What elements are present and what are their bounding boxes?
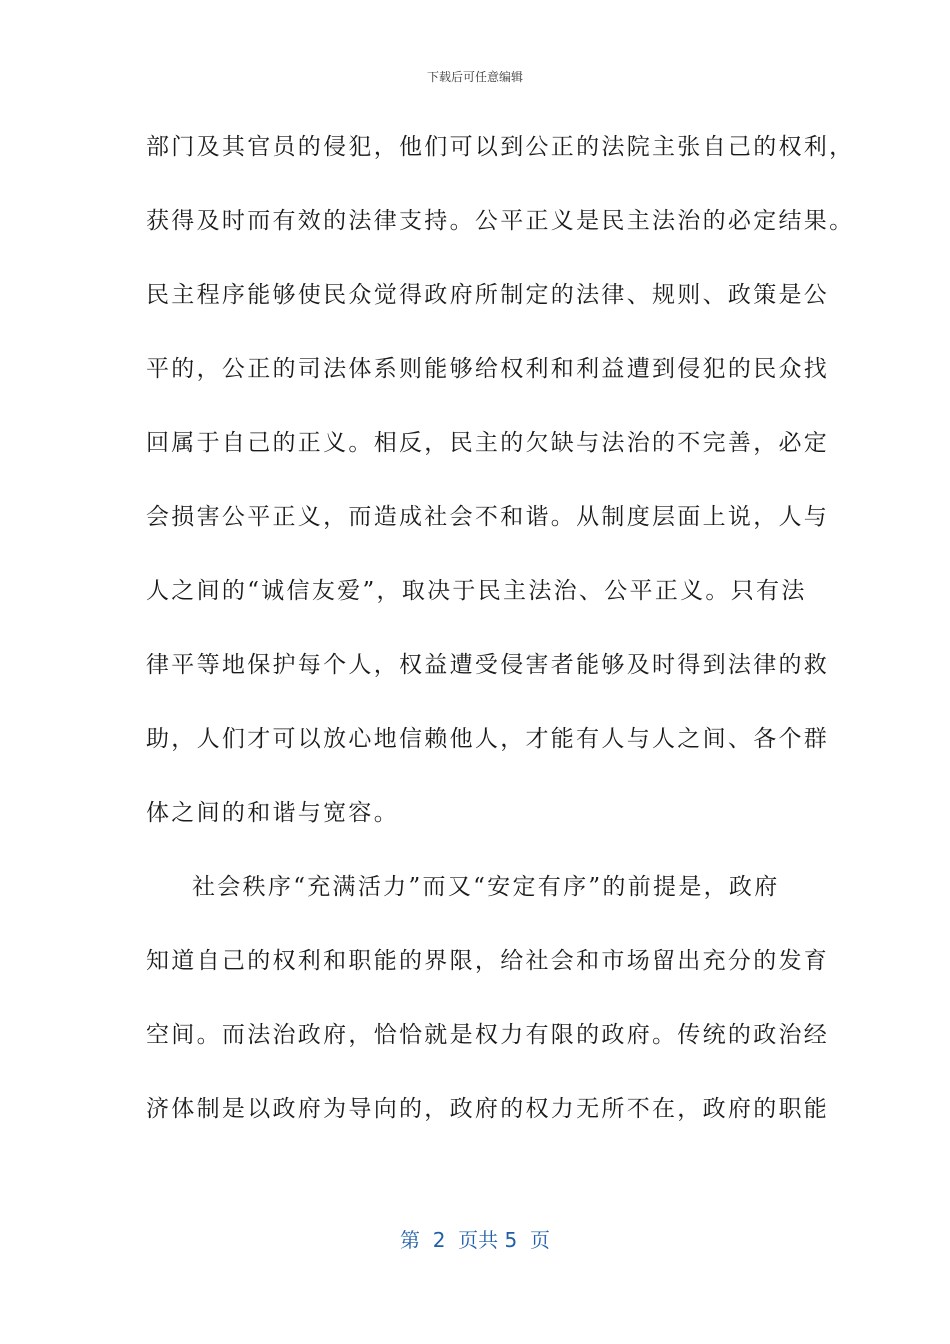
text-line: 空间。而法治政府，恰恰就是权力有限的政府。传统的政治经 <box>146 1022 830 1048</box>
paragraph-2 <box>146 858 830 1154</box>
text-line: 知道自己的权利和职能的界限，给社会和市场留出充分的发育 <box>146 948 830 974</box>
document-body <box>146 118 855 1154</box>
page-number-footer: 第 2 页共 5 页 <box>400 1228 550 1252</box>
text-line: 民主程序能够使民众觉得政府所制定的法律、规则、政策是公 <box>146 282 830 308</box>
text-line: 人之间的“诚信友爱”，取决于民主法治、公平正义。只有法 <box>146 578 807 604</box>
text-line: 律平等地保护每个人，权益遭受侵害者能够及时得到法律的救 <box>146 652 830 678</box>
paragraph-1 <box>146 118 855 858</box>
text-line: 平的，公正的司法体系则能够给权利和利益遭到侵犯的民众找 <box>146 356 830 382</box>
text-line: 体之间的和谐与宽容。 <box>146 800 399 826</box>
text-line: 会损害公平正义，而造成社会不和谐。从制度层面上说，人与 <box>146 504 830 530</box>
page-header: 下载后可任意编辑 <box>426 70 523 84</box>
text-line: 社会秩序“充满活力”而又“安定有序”的前提是，政府 <box>192 874 780 900</box>
text-line: 获得及时而有效的法律支持。公平正义是民主法治的必定结果。 <box>146 208 855 234</box>
text-line: 济体制是以政府为导向的，政府的权力无所不在，政府的职能 <box>146 1096 830 1122</box>
text-line: 部门及其官员的侵犯，他们可以到公正的法院主张自己的权利， <box>146 134 855 160</box>
text-line: 回属于自己的正义。相反，民主的欠缺与法治的不完善，必定 <box>146 430 830 456</box>
text-line: 助，人们才可以放心地信赖他人，才能有人与人之间、各个群 <box>146 726 830 752</box>
